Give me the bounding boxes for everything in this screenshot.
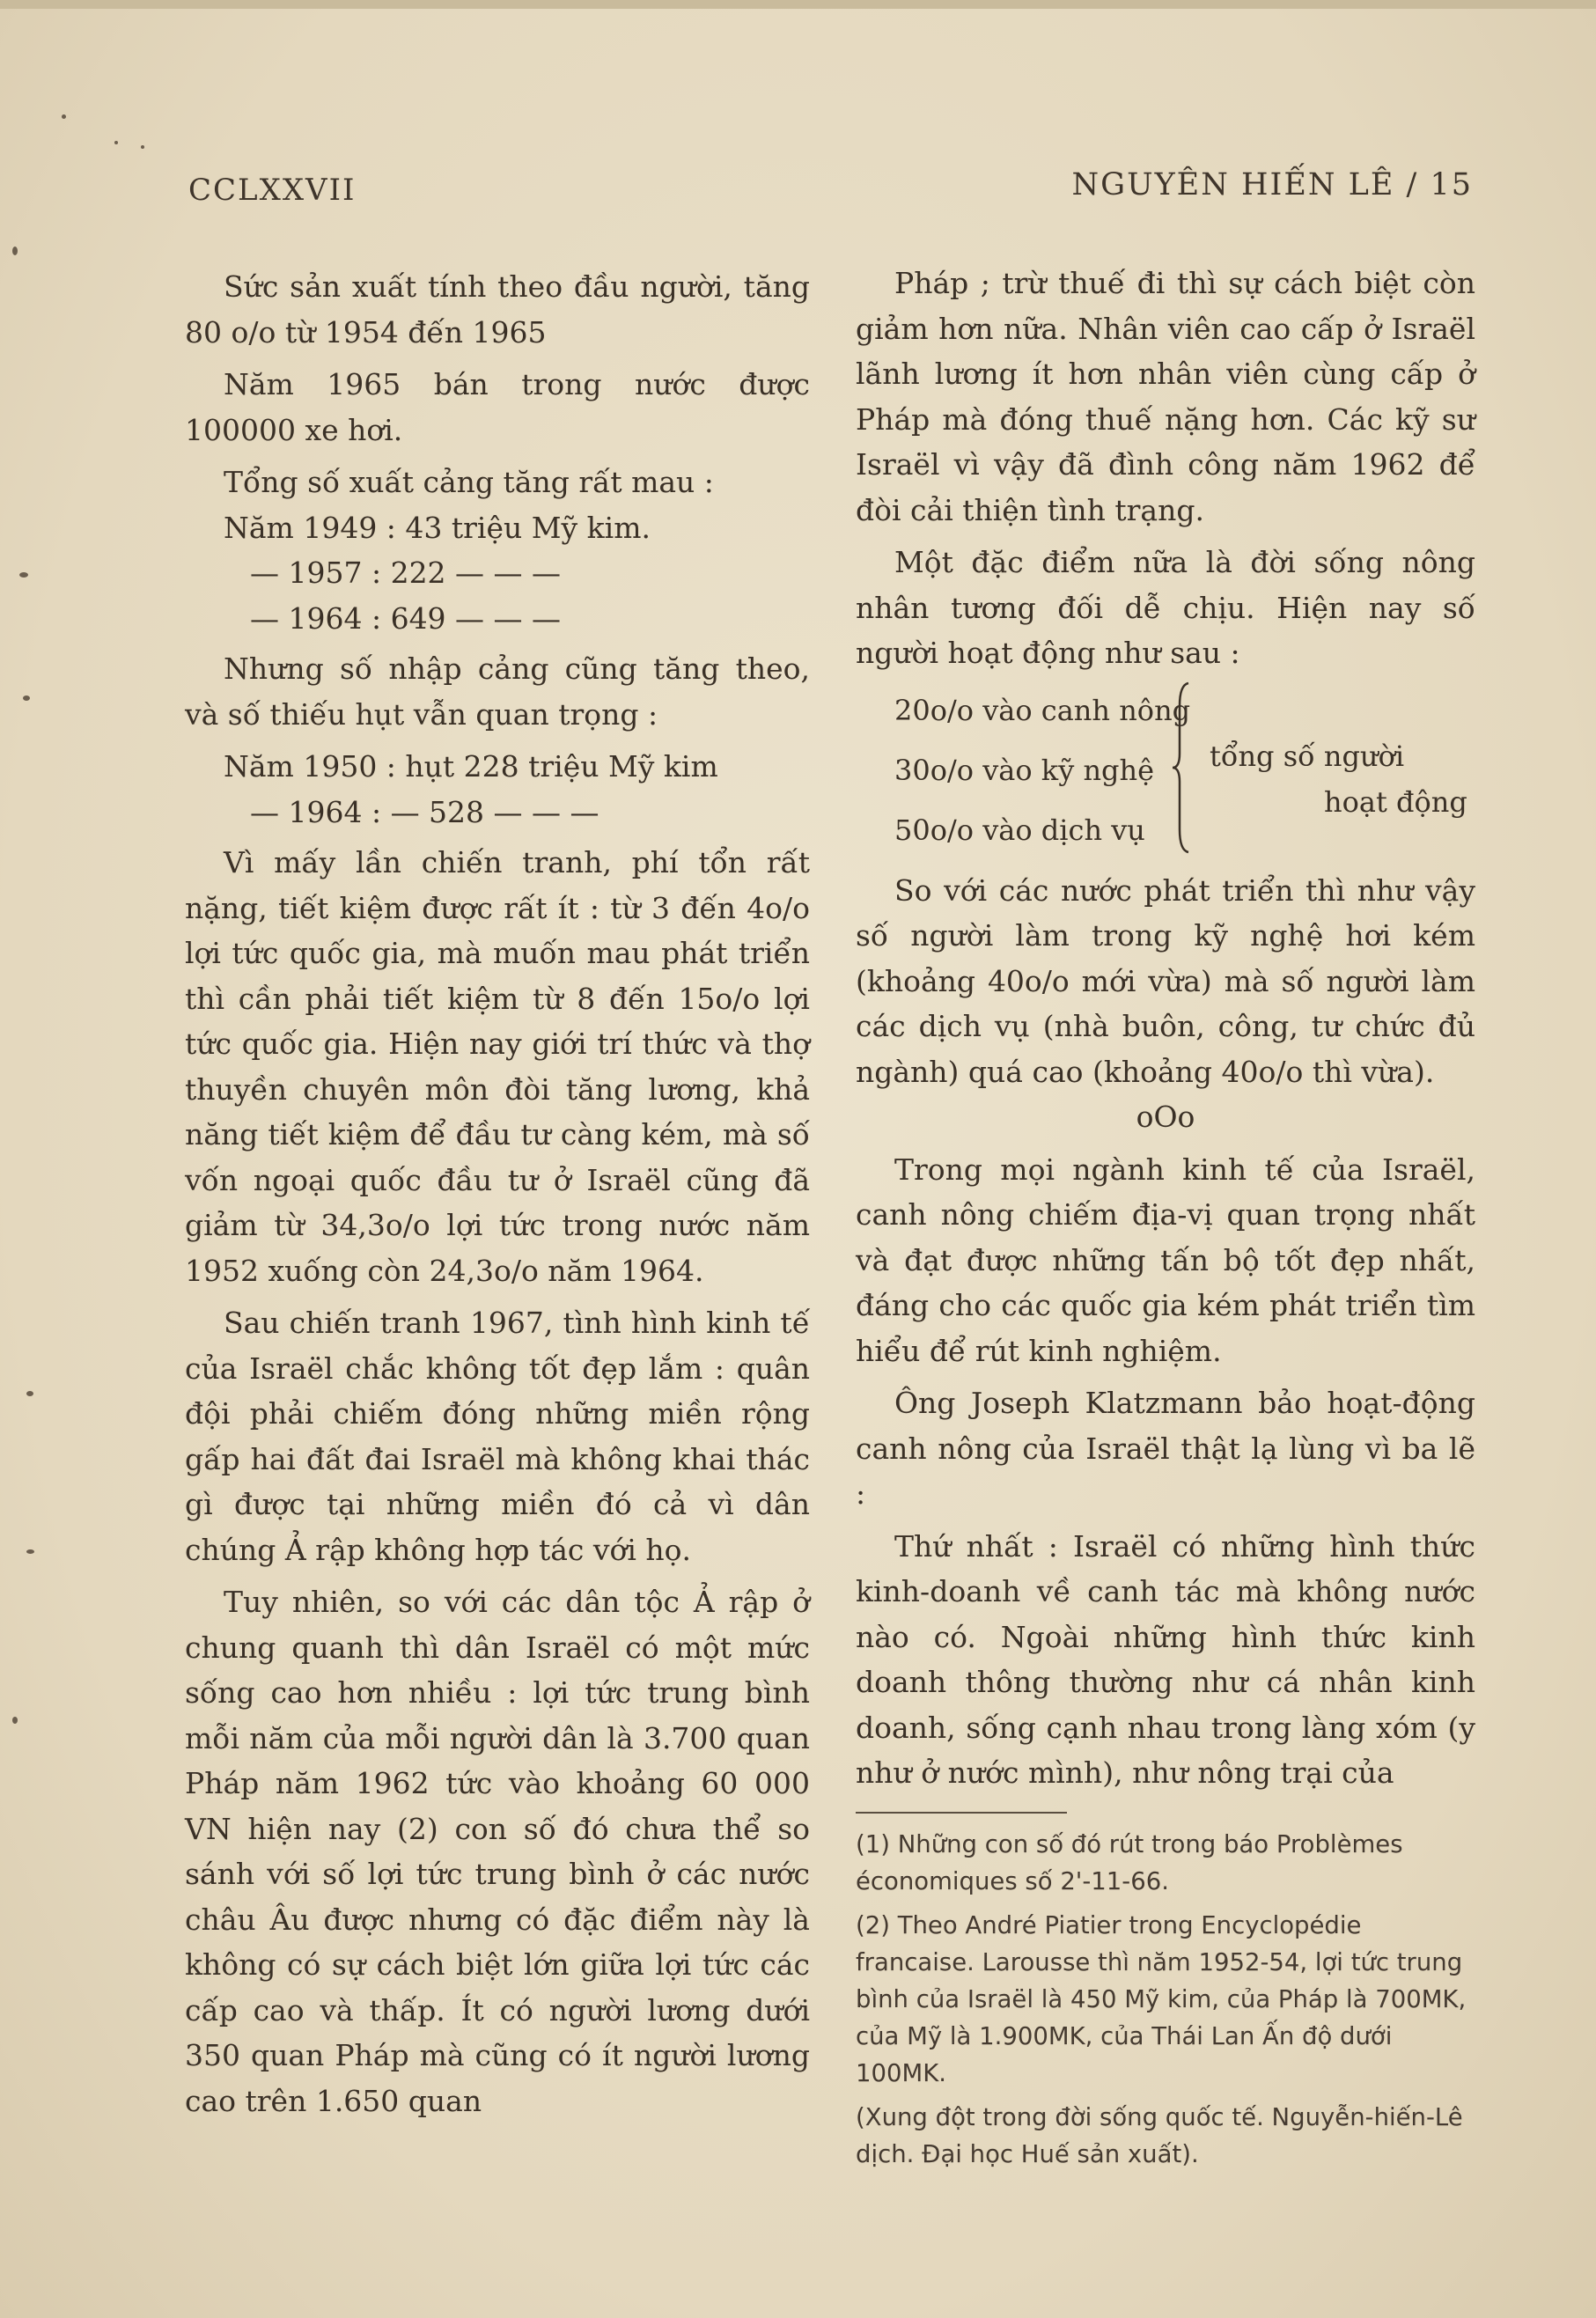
paragraph: Vì mấy lần chiến tranh, phí tổn rất nặng, tiết kiệm được rất ít : từ 3 đến 4o/o lợi tức quốc gia, mà muốn mau phát triển thì cần phải tiết kiệm từ 8 đến 15o/o lợi tức quốc gia. Hiện nay giới trí thức và thợ thuyền chuyên môn đòi tăng lương, khả năng tiết kiệm để đầu tư càng kém, mà số vốn ngoại quốc đầu tư ở Israël cũng đã giảm từ 34,3o/o lợi tức trong nước năm 1952 xuống còn 24,3o/o năm 1964. <box>185 845 810 1288</box>
footnote: (2) Theo André Piatier trong Encyclopédie francaise. Larousse thì năm 1952-54, lợi tức trung bình của Israël là 450 Mỹ kim, của Pháp là 700MK, của Mỹ là 1.900MK, của Thái Lan Ấn độ dưới 100MK. <box>856 1910 1467 2087</box>
paragraph: Ông Joseph Klatzmann bảo hoạt-động canh nông của Israël thật lạ lùng vì ba lẽ : <box>856 1386 1475 1511</box>
brace-label: hoạt động <box>1324 784 1467 819</box>
paragraph: Pháp ; trừ thuế đi thì sự cách biệt còn giảm hơn nữa. Nhân viên cao cấp ở Israël lãnh lương ít hơn nhân viên cùng cấp ở Pháp mà đóng thuế nặng hơn. Các kỹ sư Israël vì vậy đã đình công năm 1962 để đòi cải thiện tình trạng. <box>856 266 1475 527</box>
brace-label: tổng số người <box>1210 739 1405 773</box>
footnote: (1) Những con số đó rút trong báo Problèmes économiques số 2'-11-66. <box>856 1829 1403 1895</box>
footnote-divider <box>856 1812 1067 1814</box>
stat-line: — 1964 : — 528 — — — <box>250 794 599 829</box>
page-top-edge <box>0 0 1596 9</box>
section-separator: oOo <box>1136 1100 1195 1134</box>
paragraph: Năm 1965 bán trong nước được 100000 xe hơi. <box>185 367 810 447</box>
paragraph: Sau chiến tranh 1967, tình hình kinh tế của Israël chắc không tốt đẹp lắm : quân đội phải chiếm đóng những miền rộng gấp hai đất đai Israël mà không khai thác gì được tại những miền đó cả vì dân chúng Ả rập không hợp tác với họ. <box>185 1306 810 1567</box>
stat-line: Năm 1950 : hụt 228 triệu Mỹ kim <box>224 749 718 784</box>
curly-brace-icon <box>1173 680 1194 856</box>
paragraph: Nhưng số nhập cảng cũng tăng theo, và số thiếu hụt vẫn quan trọng : <box>185 651 810 732</box>
page-series-number: CCLXXVII <box>188 173 357 208</box>
paragraph: So với các nước phát triển thì như vậy số người làm trong kỹ nghệ hơi kém (khoảng 40o/o mới vừa) mà số người làm các dịch vụ (nhà buôn, công, tư chức đủ ngành) quá cao (khoảng 40o/o thì vừa). <box>856 872 1475 1089</box>
paragraph: Trong mọi ngành kinh tế của Israël, canh nông chiếm địa-vị quan trọng nhất và đạt được những tấn bộ tốt đẹp nhất, đáng cho các quốc gia kém phát triển tìm hiểu để rút kinh nghiệm. <box>856 1152 1475 1368</box>
paragraph: Tuy nhiên, so với các dân tộc Ả rập ở chung quanh thì dân Israël có một mức sống cao hơn nhiều : lợi tức trung bình mỗi năm của mỗi người dân là 3.700 quan Pháp năm 1962 tức vào khoảng 60 000 VN hiện nay (2) con số đó chưa thể so sánh với số lợi tức trung bình ở các nước châu Âu được nhưng có đặc điểm này là không có sự cách biệt lớn giữa lợi tức các cấp cao và thấp. Ít có người lương dưới 350 quan Pháp mà cũng có ít người lương cao trên 1.650 quan <box>185 1585 810 2118</box>
brace-item: 50o/o vào dịch vụ <box>894 813 1145 847</box>
paragraph: Thứ nhất : Israël có những hình thức kinh-doanh về canh tác mà không nước nào có. Ngoài những hình thức kinh doanh thông thường như cá nhân kinh doanh, sống cạnh nhau trong làng xóm (y như ở nước mình), như nông trại của <box>856 1528 1475 1790</box>
stat-line: Năm 1949 : 43 triệu Mỹ kim. <box>224 510 651 545</box>
stat-line: — 1964 : 649 — — — <box>250 600 562 636</box>
paragraph: Tổng số xuất cảng tăng rất mau : <box>224 465 714 499</box>
stat-line: — 1957 : 222 — — — <box>250 556 562 590</box>
brace-item: 30o/o vào kỹ nghệ <box>894 753 1155 787</box>
left-column <box>185 264 810 2123</box>
paragraph: Sức sản xuất tính theo đầu người, tăng 80 o/o từ 1954 đến 1965 <box>185 269 810 350</box>
page-author-and-number: NGUYÊN HIẾN LÊ / 15 <box>1071 167 1473 202</box>
paragraph: Một đặc điểm nữa là đời sống nông nhân tương đối dễ chịu. Hiện nay số người hoạt động như sau : <box>856 545 1475 670</box>
footnote: (Xung đột trong đời sống quốc tế. Nguyễn-hiến-Lê dịch. Đại học Huế sản xuất). <box>856 2102 1463 2168</box>
workforce-breakdown <box>856 680 1475 856</box>
right-column <box>856 261 1475 2180</box>
brace-item: 20o/o vào canh nông <box>894 693 1191 727</box>
